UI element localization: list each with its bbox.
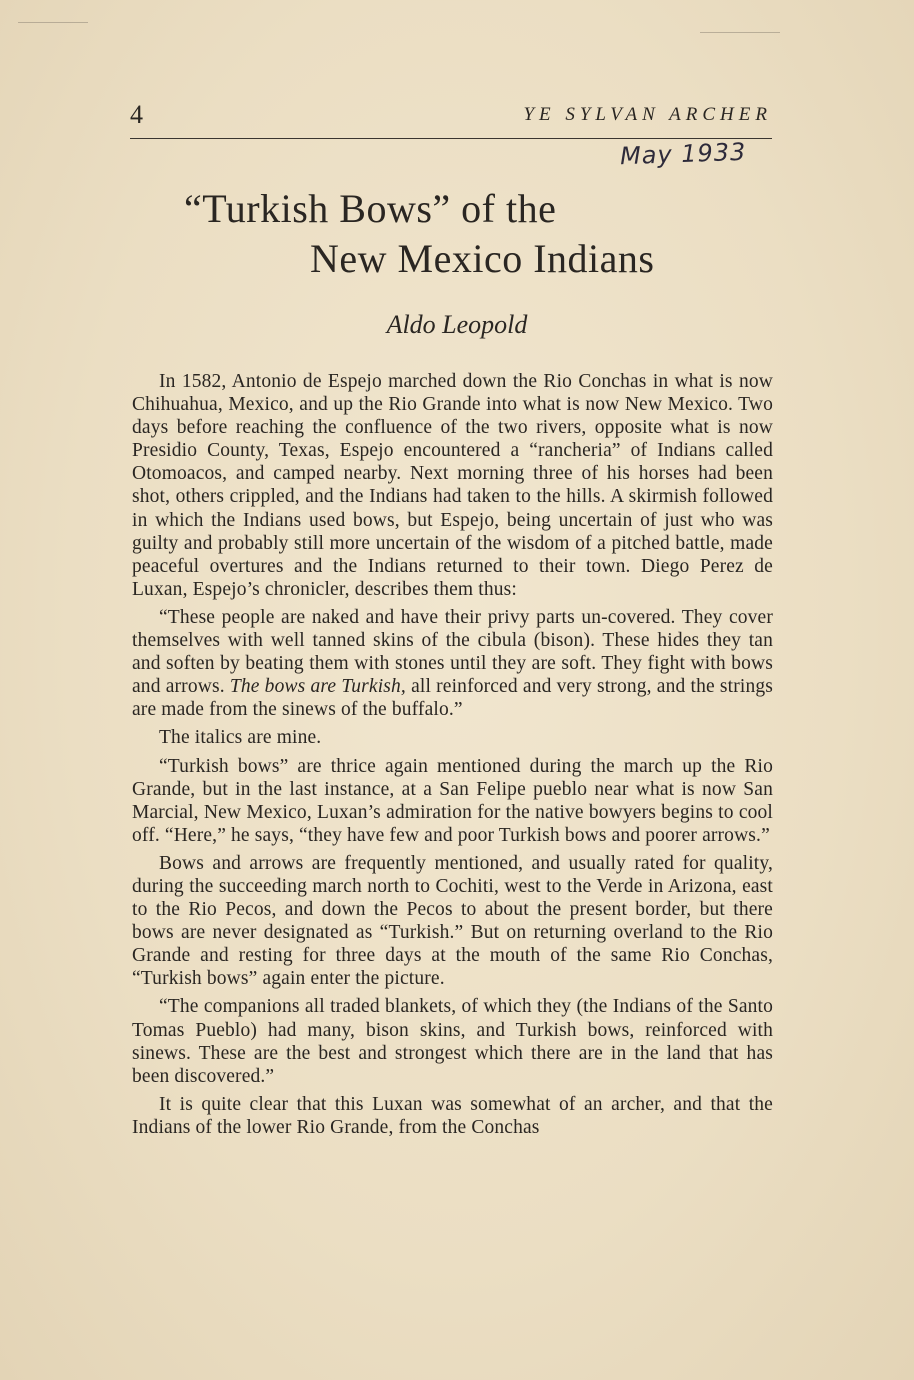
quote-text-end: all reinforced and very strong, and the strings are made from the sinews of the buffalo.”: [132, 676, 773, 721]
quote-paragraph: [132, 606, 773, 721]
running-head: YE SYLVAN ARCHER: [523, 104, 772, 125]
article-title-line-2: New Mexico Indians: [310, 236, 655, 281]
italic-quote-text: The bows are Turkish,: [229, 676, 406, 698]
page-header: [130, 100, 772, 139]
author-byline: Aldo Leopold: [386, 310, 528, 339]
page-number: 4: [130, 100, 143, 129]
quote-text: “These people are naked and have their privy parts un-covered. They cover themselves with well tanned skins of the cibula (bison). These hides they tan and soften by beating them with stones until they are soft. They fight with bows and arrows.: [132, 606, 773, 698]
article-body: [132, 370, 773, 1144]
paragraph: “The companions all traded blankets, of which they (the Indians of the Santo Tomas Pueblo) had many, bison skins, and Turkish bows, reinforced with sinews. These are the best and strongest which there are in the land that has been discovered.”: [132, 996, 773, 1087]
paragraph: It is quite clear that this Luxan was somewhat of an archer, and that the Indians of the lower Rio Grande, from the Conchas: [132, 1093, 773, 1138]
paragraph: “Turkish bows” are thrice again mentioned during the march up the Rio Grande, but in the last instance, at a San Felipe pueblo near what is now San Marcial, New Mexico, Luxan’s admiration for the native bowyers begins to cool off. “Here,” he says, “they have few and poor Turkish bows and poorer arrows.”: [132, 755, 773, 846]
paragraph: Bows and arrows are frequently mentioned, and usually rated for quality, during the succeeding march north to Cochiti, west to the Verde in Arizona, east to the Rio Pecos, and down the Pecos to about the present border, but there bows are never designated as “Turkish.” But on returning overland to the Rio Grande and resting for three days at the mouth of the same Rio Conchas, “Turkish bows” again enter the picture.: [132, 852, 773, 990]
article-title-line-1: “Turkish Bows” of the: [184, 186, 557, 231]
scan-mark-top-right: [700, 32, 780, 33]
paragraph: The italics are mine.: [159, 727, 322, 749]
handwritten-date-annotation: May 1933: [619, 137, 747, 171]
scan-mark-top-left: [18, 22, 88, 23]
paragraph: In 1582, Antonio de Espejo marched down the Rio Conchas in what is now Chihuahua, Mexico, and up the Rio Grande into what is now New Mexico. Two days before reaching the confluence of the two rivers, opposite what is now Presidio County, Texas, Espejo encountered a “rancheria” of Indians called Otomoacos, and camped nearby. Next morning three of his horses had been shot, others crippled, and the Indians had taken to the hills. A skirmish followed in which the Indians used bows, but Espejo, being uncertain of just who was guilty and probably still more uncertain of the wisdom of a pitched battle, made peaceful overtures and the Indians returned to their town. Diego Perez de Luxan, Espejo’s chronicler, describes them thus:: [132, 371, 773, 600]
